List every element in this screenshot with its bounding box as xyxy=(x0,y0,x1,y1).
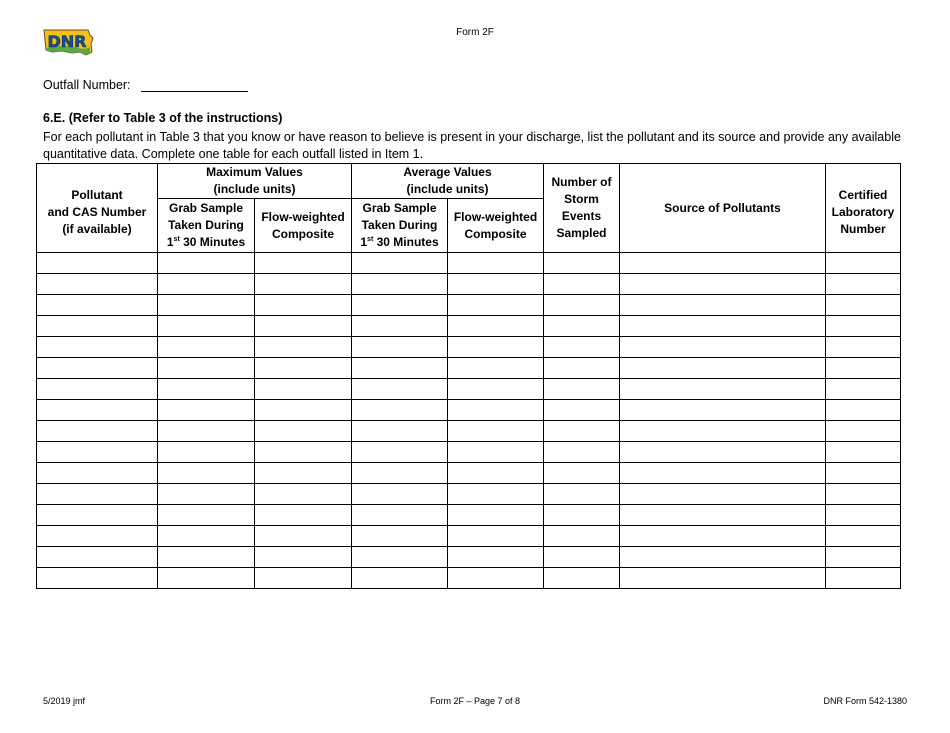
table-cell[interactable] xyxy=(826,484,901,505)
table-row xyxy=(37,274,901,295)
table-cell[interactable] xyxy=(620,463,826,484)
outfall-number-field[interactable] xyxy=(141,77,248,92)
table-cell[interactable] xyxy=(37,526,158,547)
table-cell[interactable] xyxy=(352,295,448,316)
table-row xyxy=(37,421,901,442)
table-cell[interactable] xyxy=(352,421,448,442)
table-cell[interactable] xyxy=(620,358,826,379)
table-cell[interactable] xyxy=(620,400,826,421)
table-cell[interactable] xyxy=(544,316,620,337)
table-cell[interactable] xyxy=(620,337,826,358)
table-cell[interactable] xyxy=(620,547,826,568)
table-cell[interactable] xyxy=(352,568,448,589)
table-cell[interactable] xyxy=(826,379,901,400)
form-label: Form 2F xyxy=(456,27,494,38)
table-cell[interactable] xyxy=(544,505,620,526)
table-cell[interactable] xyxy=(37,358,158,379)
table-row xyxy=(37,253,901,274)
table-row xyxy=(37,379,901,400)
table-cell[interactable] xyxy=(448,568,544,589)
table-cell[interactable] xyxy=(826,274,901,295)
col-header-lab-number: Certified Laboratory Number xyxy=(826,164,901,253)
logo-text: DNR xyxy=(47,32,87,51)
table-cell[interactable] xyxy=(158,547,255,568)
table-cell[interactable] xyxy=(37,442,158,463)
table-cell[interactable] xyxy=(255,316,352,337)
table-cell[interactable] xyxy=(448,421,544,442)
table-cell[interactable] xyxy=(158,463,255,484)
table-cell[interactable] xyxy=(37,568,158,589)
col-header-max-flow: Flow-weighted Composite xyxy=(255,199,352,253)
table-row xyxy=(37,316,901,337)
table-cell[interactable] xyxy=(37,547,158,568)
table-cell[interactable] xyxy=(826,505,901,526)
table-cell[interactable] xyxy=(158,526,255,547)
table-cell[interactable] xyxy=(255,568,352,589)
table-cell[interactable] xyxy=(37,337,158,358)
table-cell[interactable] xyxy=(37,463,158,484)
table-cell[interactable] xyxy=(158,568,255,589)
table-row xyxy=(37,568,901,589)
outfall-number-row xyxy=(43,77,248,92)
footer-page: Form 2F – Page 7 of 8 xyxy=(429,696,521,706)
table-row xyxy=(37,505,901,526)
table-cell[interactable] xyxy=(544,274,620,295)
col-header-avg-grab: Grab Sample Taken During 1st 30 Minutes xyxy=(352,199,448,253)
table-cell[interactable] xyxy=(826,547,901,568)
table-row xyxy=(37,337,901,358)
table-cell[interactable] xyxy=(448,316,544,337)
table-cell[interactable] xyxy=(826,463,901,484)
table-row xyxy=(37,484,901,505)
col-header-source: Source of Pollutants xyxy=(620,164,826,253)
table-cell[interactable] xyxy=(255,274,352,295)
table-cell[interactable] xyxy=(255,400,352,421)
table-cell[interactable] xyxy=(255,442,352,463)
table-cell[interactable] xyxy=(620,274,826,295)
table-cell[interactable] xyxy=(826,568,901,589)
col-header-storm-events: Number of Storm Events Sampled xyxy=(544,164,620,253)
table-cell[interactable] xyxy=(448,400,544,421)
table-cell[interactable] xyxy=(255,379,352,400)
table-cell[interactable] xyxy=(158,295,255,316)
table-cell[interactable] xyxy=(544,526,620,547)
table-cell[interactable] xyxy=(158,253,255,274)
table-row xyxy=(37,442,901,463)
table-cell[interactable] xyxy=(352,274,448,295)
table-cell[interactable] xyxy=(37,421,158,442)
table-cell[interactable] xyxy=(255,421,352,442)
table-row xyxy=(37,463,901,484)
table-cell[interactable] xyxy=(37,316,158,337)
table-cell[interactable] xyxy=(544,337,620,358)
col-header-average-values: Average Values (include units) xyxy=(352,164,544,199)
table-cell[interactable] xyxy=(544,463,620,484)
table-cell[interactable] xyxy=(620,316,826,337)
table-cell[interactable] xyxy=(255,463,352,484)
table-cell[interactable] xyxy=(352,547,448,568)
table-cell[interactable] xyxy=(158,400,255,421)
table-cell[interactable] xyxy=(544,253,620,274)
table-cell[interactable] xyxy=(255,295,352,316)
table-cell[interactable] xyxy=(448,358,544,379)
table-cell[interactable] xyxy=(158,442,255,463)
table-cell[interactable] xyxy=(255,484,352,505)
table-cell[interactable] xyxy=(448,274,544,295)
table-cell[interactable] xyxy=(352,442,448,463)
table-cell[interactable] xyxy=(544,295,620,316)
table-cell[interactable] xyxy=(826,358,901,379)
table-cell[interactable] xyxy=(37,253,158,274)
table-cell[interactable] xyxy=(826,526,901,547)
table-cell[interactable] xyxy=(620,253,826,274)
table-cell[interactable] xyxy=(544,484,620,505)
table-cell[interactable] xyxy=(448,442,544,463)
table-row xyxy=(37,526,901,547)
pollutant-table xyxy=(36,163,901,589)
table-cell[interactable] xyxy=(158,316,255,337)
table-cell[interactable] xyxy=(620,505,826,526)
table-cell[interactable] xyxy=(255,547,352,568)
table-cell[interactable] xyxy=(448,253,544,274)
table-cell[interactable] xyxy=(544,442,620,463)
table-cell[interactable] xyxy=(448,379,544,400)
table-cell[interactable] xyxy=(352,484,448,505)
col-header-pollutant: Pollutant and CAS Number (if available) xyxy=(37,164,158,253)
table-cell[interactable] xyxy=(448,547,544,568)
table-cell[interactable] xyxy=(544,379,620,400)
table-cell[interactable] xyxy=(620,526,826,547)
table-cell[interactable] xyxy=(826,253,901,274)
table-cell[interactable] xyxy=(826,337,901,358)
table-cell[interactable] xyxy=(158,421,255,442)
table-cell[interactable] xyxy=(255,526,352,547)
table-cell[interactable] xyxy=(352,379,448,400)
table-cell[interactable] xyxy=(620,379,826,400)
table-cell[interactable] xyxy=(544,358,620,379)
table-cell[interactable] xyxy=(826,316,901,337)
table-cell[interactable] xyxy=(352,253,448,274)
table-cell[interactable] xyxy=(255,358,352,379)
table-cell[interactable] xyxy=(37,379,158,400)
table-cell[interactable] xyxy=(158,505,255,526)
table-cell[interactable] xyxy=(826,442,901,463)
table-cell[interactable] xyxy=(255,505,352,526)
table-cell[interactable] xyxy=(620,568,826,589)
table-cell[interactable] xyxy=(37,400,158,421)
table-row xyxy=(37,547,901,568)
table-cell[interactable] xyxy=(544,421,620,442)
col-header-avg-flow: Flow-weighted Composite xyxy=(448,199,544,253)
col-header-maximum-values: Maximum Values (include units) xyxy=(158,164,352,199)
col-header-max-grab: Grab Sample Taken During 1st 30 Minutes xyxy=(158,199,255,253)
table-cell[interactable] xyxy=(352,526,448,547)
table-cell[interactable] xyxy=(544,547,620,568)
table-cell[interactable] xyxy=(448,463,544,484)
table-cell[interactable] xyxy=(448,505,544,526)
table-cell[interactable] xyxy=(352,505,448,526)
table-cell[interactable] xyxy=(37,484,158,505)
table-cell[interactable] xyxy=(448,484,544,505)
table-cell[interactable] xyxy=(448,337,544,358)
table-row xyxy=(37,400,901,421)
table-cell[interactable] xyxy=(544,568,620,589)
table-cell[interactable] xyxy=(352,337,448,358)
footer-form-number: DNR Form 542-1380 xyxy=(823,696,907,706)
table-cell[interactable] xyxy=(255,337,352,358)
table-cell[interactable] xyxy=(352,358,448,379)
table-cell[interactable] xyxy=(352,400,448,421)
table-cell[interactable] xyxy=(448,295,544,316)
table-cell[interactable] xyxy=(158,337,255,358)
table-cell[interactable] xyxy=(620,442,826,463)
table-cell[interactable] xyxy=(620,484,826,505)
table-cell[interactable] xyxy=(620,421,826,442)
table-cell[interactable] xyxy=(352,463,448,484)
table-cell[interactable] xyxy=(37,505,158,526)
table-cell[interactable] xyxy=(37,295,158,316)
table-cell[interactable] xyxy=(448,526,544,547)
table-cell[interactable] xyxy=(158,274,255,295)
table-cell[interactable] xyxy=(158,379,255,400)
table-cell[interactable] xyxy=(620,295,826,316)
footer-date: 5/2019 jmf xyxy=(43,696,86,706)
table-cell[interactable] xyxy=(352,316,448,337)
table-cell[interactable] xyxy=(826,421,901,442)
table-row xyxy=(37,295,901,316)
table-cell[interactable] xyxy=(158,484,255,505)
outfall-number-label: Outfall Number: xyxy=(43,78,131,92)
table-cell[interactable] xyxy=(826,400,901,421)
table-cell[interactable] xyxy=(158,358,255,379)
table-row xyxy=(37,358,901,379)
section-title: 6.E. (Refer to Table 3 of the instructions) xyxy=(43,111,283,125)
table-cell[interactable] xyxy=(544,400,620,421)
table-cell[interactable] xyxy=(826,295,901,316)
table-cell[interactable] xyxy=(255,253,352,274)
section-instructions: For each pollutant in Table 3 that you know or have reason to believe is present in your discharge, list the pollutant and its source and provide any available quantitative data. Complete one table for each outfall listed in Item 1. xyxy=(43,130,901,161)
table-cell[interactable] xyxy=(37,274,158,295)
